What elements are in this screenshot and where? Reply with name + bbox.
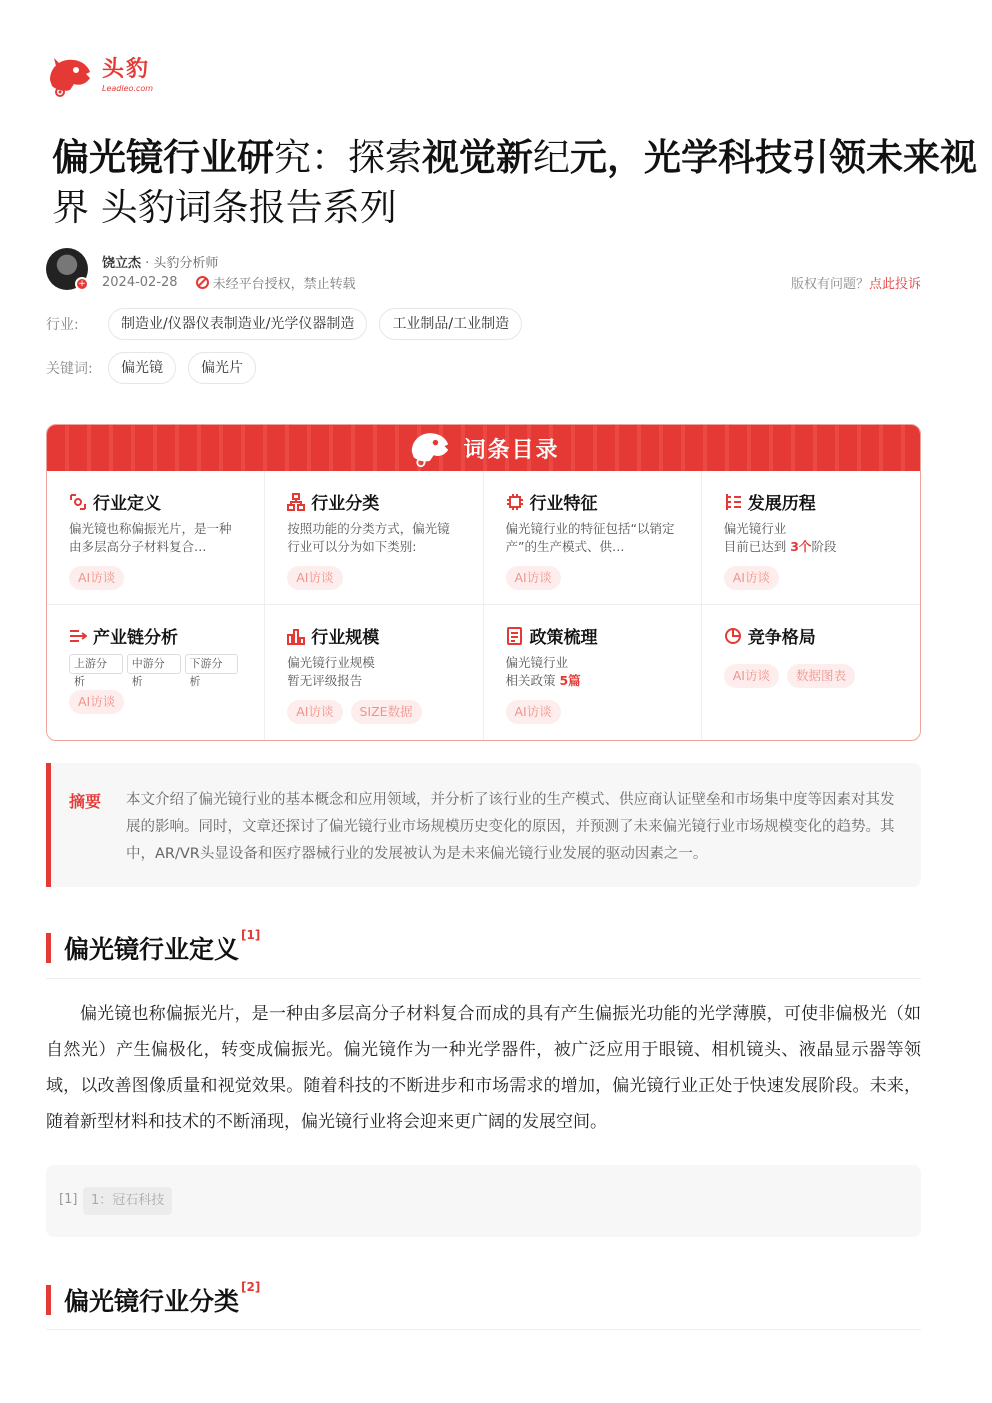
chain-icon xyxy=(69,627,87,645)
copyright-notice xyxy=(196,273,356,292)
brand-logo[interactable] xyxy=(46,54,153,98)
toc-item-chain[interactable] xyxy=(47,605,265,741)
size-data-button[interactable]: SIZE数据 xyxy=(351,700,422,724)
ai-interview-button[interactable]: AI访谈 xyxy=(506,700,561,724)
toc-item-desc xyxy=(287,654,460,690)
author-block xyxy=(46,248,921,292)
ai-interview-button[interactable]: AI访谈 xyxy=(724,566,779,590)
ai-interview-button[interactable]: AI访谈 xyxy=(506,566,561,590)
industry-row xyxy=(46,308,534,340)
title-seg3: 视觉新 xyxy=(422,136,533,179)
summary-box xyxy=(46,763,921,887)
section-divider xyxy=(46,1329,921,1330)
definition-paragraph: 偏光镜也称偏振光片，是一种由多层高分子材料复合而成的具有产生偏振光功能的光学薄膜，可使非偏极光（如自然光）产生偏极化，转变成偏振光。偏光镜作为一种光学器件，被广泛应用于眼镜、相机镜头、液晶显示器等领域，以改善图像质量和视觉效果。随着科技的不断进步和市场需求的增加，偏光镜行业正处于快速发展阶段。未来，随着新型材料和技术的不断涌现，偏光镜行业将会迎来更广阔的发展空间。 xyxy=(46,1004,921,1132)
toc-item-desc xyxy=(724,520,898,556)
section-heading-definition xyxy=(46,930,260,966)
publish-info xyxy=(102,273,356,292)
keyword-label: 关键词: xyxy=(46,361,93,377)
title-seg2: 究：探索 xyxy=(274,136,422,179)
history-icon xyxy=(724,493,742,511)
prohibited-icon xyxy=(196,276,209,289)
upstream-analysis-chip[interactable]: 上游分析 xyxy=(69,654,123,674)
midstream-analysis-chip[interactable]: 中游分析 xyxy=(127,654,181,674)
title-seg5: 元，光学科技引领未来视 xyxy=(570,136,977,179)
leopard-logo-icon xyxy=(407,428,453,468)
toc-item-desc: 偏光镜行业的特征包括“以销定产”的生产模式、供… xyxy=(505,521,675,554)
definition-icon xyxy=(69,493,87,511)
ai-interview-button[interactable]: AI访谈 xyxy=(287,566,342,590)
toc-item-title: 行业规模 xyxy=(311,628,380,648)
section-title: 偏光镜行业定义 xyxy=(64,935,240,964)
summary-label: 摘要 xyxy=(69,792,102,811)
follow-plus-icon[interactable]: + xyxy=(75,277,89,291)
toc-item-title: 行业分类 xyxy=(311,494,380,514)
toc-item-scale[interactable] xyxy=(265,605,483,741)
report-question: 版权有问题？ xyxy=(790,277,869,292)
toc-item-desc: 按照功能的分类方式，偏光镜行业可以分为如下类别: xyxy=(287,521,450,554)
ai-interview-button[interactable]: AI访谈 xyxy=(287,700,342,724)
pie-icon xyxy=(724,627,742,645)
downstream-analysis-chip[interactable]: 下游分析 xyxy=(185,654,239,674)
brand-name: 头豹 xyxy=(102,57,151,82)
title-seg6: 界 头豹词条报告系列 xyxy=(52,186,397,229)
ai-interview-button[interactable]: AI访谈 xyxy=(724,664,779,688)
toc-item-title: 发展历程 xyxy=(747,494,816,514)
toc-item-title: 行业特征 xyxy=(529,494,598,514)
toc-item-title: 竞争格局 xyxy=(747,628,816,648)
toc-item-desc-line: 偏光镜行业 xyxy=(505,655,569,670)
footnote-ref[interactable]: [2] xyxy=(241,1280,261,1294)
section-accent-bar xyxy=(46,1285,51,1315)
reference-source[interactable]: 1：冠石科技 xyxy=(83,1187,172,1215)
policy-count: 5篇 xyxy=(559,673,581,688)
toc-item-definition[interactable] xyxy=(47,471,265,605)
section-divider xyxy=(46,978,921,979)
reference-number: [1] xyxy=(59,1192,78,1207)
section-heading-classification xyxy=(46,1282,260,1318)
toc-item-title: 政策梳理 xyxy=(529,628,598,648)
keyword-tag[interactable]: 偏光镜 xyxy=(108,352,176,384)
toc-item-desc: 偏光镜也称偏振光片，是一种由多层高分子材料复合… xyxy=(69,521,232,554)
toc-item-desc-line: 目前已达到 xyxy=(723,539,791,554)
toc-item-competition[interactable] xyxy=(702,605,920,741)
toc-item-title: 产业链分析 xyxy=(93,628,178,648)
copyright-notice-text: 未经平台授权，禁止转载 xyxy=(212,277,356,292)
title-seg1: 偏光镜行业研 xyxy=(52,136,274,179)
publish-date: 2024-02-28 xyxy=(102,275,178,290)
toc-grid xyxy=(47,471,920,741)
footnote-ref[interactable]: [1] xyxy=(241,928,261,942)
section-accent-bar xyxy=(46,933,51,963)
classification-icon xyxy=(287,493,305,511)
author-role: · 头豹分析师 xyxy=(141,256,219,271)
toc-item-history[interactable] xyxy=(702,471,920,605)
toc-item-title: 行业定义 xyxy=(93,494,161,514)
toc-item-desc-line: 阶段 xyxy=(811,539,837,554)
toc-item-desc-line: 偏光镜行业规模 xyxy=(287,655,375,670)
scale-icon xyxy=(287,627,305,645)
industry-tag[interactable]: 工业制品/工业制造 xyxy=(379,308,522,340)
section-title: 偏光镜行业分类 xyxy=(64,1287,240,1316)
author-info xyxy=(102,252,218,271)
toc-item-features[interactable] xyxy=(484,471,702,605)
toc-item-classification[interactable] xyxy=(265,471,483,605)
copyright-report xyxy=(791,273,921,292)
toc-header xyxy=(47,425,920,471)
page-title xyxy=(52,133,982,233)
industry-tag[interactable]: 制造业/仪器仪表制造业/光学仪器制造 xyxy=(108,308,367,340)
keyword-row xyxy=(46,352,268,384)
stage-count: 3个 xyxy=(790,539,812,554)
ai-interview-button[interactable]: AI访谈 xyxy=(69,566,124,590)
reference-box xyxy=(46,1165,921,1237)
keyword-tag[interactable]: 偏光片 xyxy=(188,352,256,384)
author-name[interactable]: 饶立杰 xyxy=(102,256,142,271)
policy-icon xyxy=(506,627,524,645)
toc-item-policy[interactable] xyxy=(484,605,702,741)
summary-text: 本文介绍了偏光镜行业的基本概念和应用领域，并分析了该行业的生产模式、供应商认证壁垒和市场集中度等因素对其发展的影响。同时，文章还探讨了偏光镜行业市场规模历史变化的原因，并预测了未来偏光镜行业市场规模变化的趋势。其中，AR/VR头显设备和医疗器械行业的发展被认为是未来偏光镜行业发展的驱动因素之一。 xyxy=(126,792,895,862)
toc-item-desc-line: 偏光镜行业 xyxy=(723,521,787,536)
report-link[interactable]: 点此投诉 xyxy=(868,277,921,292)
toc-panel xyxy=(46,424,921,741)
industry-label: 行业: xyxy=(46,317,79,333)
toc-item-desc-line: 暂无评级报告 xyxy=(287,673,363,688)
brand-domain: Leadleo.com xyxy=(102,84,154,93)
toc-item-desc-line: 相关政策 xyxy=(505,673,560,688)
feature-icon xyxy=(506,493,524,511)
data-chart-button[interactable]: 数据图表 xyxy=(787,664,855,688)
title-seg4: 纪 xyxy=(533,136,570,179)
ai-interview-button[interactable]: AI访谈 xyxy=(69,690,124,714)
toc-item-desc xyxy=(506,654,679,690)
toc-title: 词条目录 xyxy=(463,437,560,463)
leopard-logo-icon xyxy=(46,54,94,98)
